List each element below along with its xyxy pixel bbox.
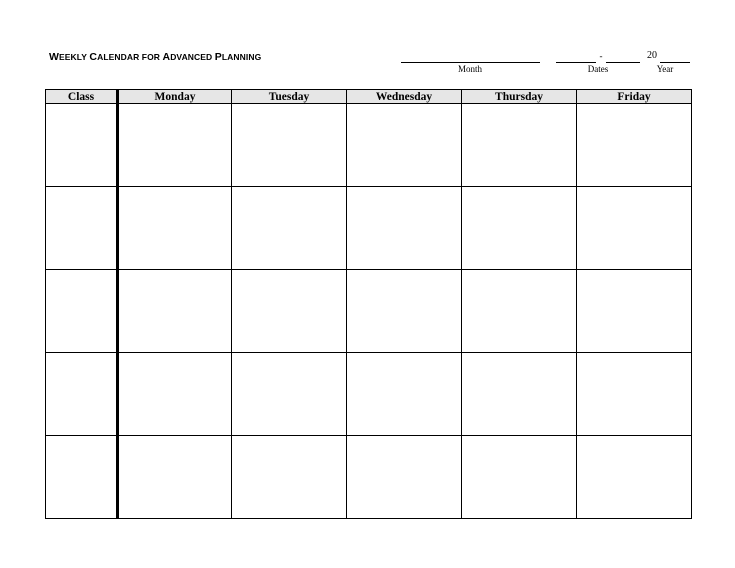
- date-start-field-line[interactable]: [556, 62, 596, 63]
- table-row: [46, 353, 692, 436]
- tuesday-cell[interactable]: [232, 104, 347, 187]
- monday-cell[interactable]: [118, 187, 232, 270]
- title-capital-segment: C: [89, 51, 98, 63]
- title-capital-segment: W: [49, 51, 60, 63]
- monday-cell[interactable]: [118, 270, 232, 353]
- class-cell[interactable]: [46, 436, 118, 519]
- friday-cell[interactable]: [577, 270, 692, 353]
- friday-cell[interactable]: [577, 436, 692, 519]
- month-field-line[interactable]: [401, 62, 540, 63]
- year-label: Year: [656, 64, 674, 74]
- year-prefix: 20: [647, 50, 657, 61]
- wednesday-cell[interactable]: [347, 104, 462, 187]
- tuesday-cell[interactable]: [232, 436, 347, 519]
- column-header-monday: Monday: [118, 90, 232, 104]
- class-cell[interactable]: [46, 270, 118, 353]
- date-end-field-line[interactable]: [606, 62, 640, 63]
- friday-cell[interactable]: [577, 187, 692, 270]
- table-row: [46, 187, 692, 270]
- friday-cell[interactable]: [577, 104, 692, 187]
- monday-cell[interactable]: [118, 104, 232, 187]
- table-row: [46, 104, 692, 187]
- class-cell[interactable]: [46, 187, 118, 270]
- column-header-thursday: Thursday: [462, 90, 577, 104]
- dates-separator: -: [599, 51, 603, 61]
- wednesday-cell[interactable]: [347, 436, 462, 519]
- dates-label: Dates: [587, 64, 609, 74]
- table-row: [46, 270, 692, 353]
- calendar-header-row: [46, 90, 692, 104]
- thursday-cell[interactable]: [462, 104, 577, 187]
- title-capital-segment: P: [214, 51, 222, 63]
- thursday-cell[interactable]: [462, 270, 577, 353]
- class-cell[interactable]: [46, 353, 118, 436]
- wednesday-cell[interactable]: [347, 353, 462, 436]
- weekly-calendar-table: [45, 89, 692, 519]
- column-header-tuesday: Tuesday: [232, 90, 347, 104]
- tuesday-cell[interactable]: [232, 270, 347, 353]
- month-label: Month: [457, 64, 482, 74]
- column-header-wednesday: Wednesday: [347, 90, 462, 104]
- table-row: [46, 436, 692, 519]
- tuesday-cell[interactable]: [232, 353, 347, 436]
- column-header-class: Class: [46, 90, 118, 104]
- monday-cell[interactable]: [118, 353, 232, 436]
- column-header-friday: Friday: [577, 90, 692, 104]
- title-smallcap-segment: DVANCED: [170, 52, 215, 62]
- title-capital-segment: A: [162, 51, 171, 63]
- title-smallcap-segment: EEKLY: [59, 52, 90, 62]
- thursday-cell[interactable]: [462, 436, 577, 519]
- thursday-cell[interactable]: [462, 187, 577, 270]
- tuesday-cell[interactable]: [232, 187, 347, 270]
- title-smallcap-segment: ALENDAR FOR: [97, 52, 163, 62]
- friday-cell[interactable]: [577, 353, 692, 436]
- wednesday-cell[interactable]: [347, 187, 462, 270]
- year-field-line[interactable]: [660, 62, 690, 63]
- page-title: [49, 51, 261, 63]
- wednesday-cell[interactable]: [347, 270, 462, 353]
- title-smallcap-segment: LANNING: [221, 52, 262, 62]
- monday-cell[interactable]: [118, 436, 232, 519]
- class-cell[interactable]: [46, 104, 118, 187]
- thursday-cell[interactable]: [462, 353, 577, 436]
